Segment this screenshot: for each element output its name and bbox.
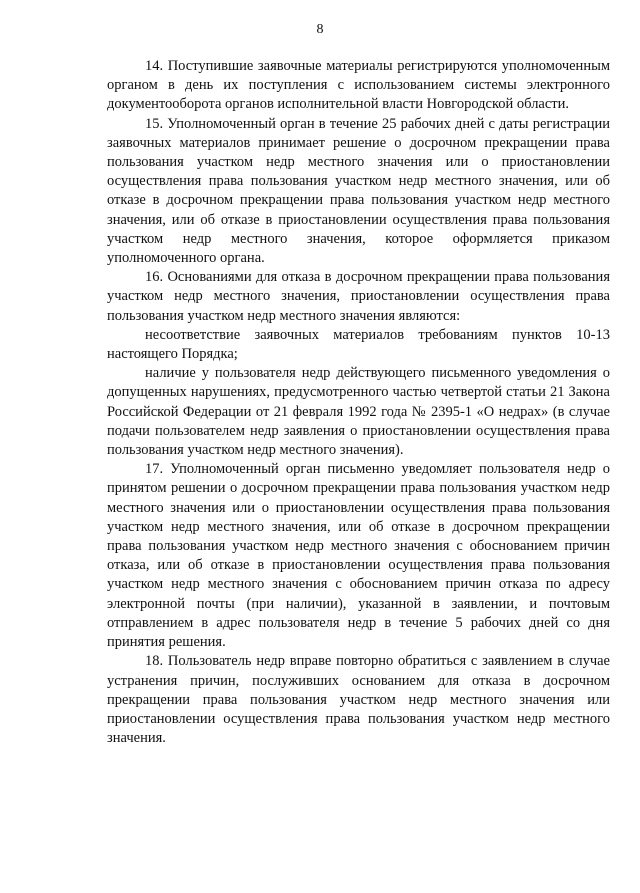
paragraph-16: 16. Основаниями для отказа в досрочном прекращении права пользования участком недр местного значения, приостановлении осуществления права пользования участком недр местного значения являются: bbox=[107, 269, 610, 324]
document-body bbox=[107, 57, 610, 748]
paragraph-16-item-1: несоответствие заявочных материалов требованиям пунктов 10-13 настоящего Порядка; bbox=[107, 326, 610, 363]
paragraph-18: 18. Пользователь недр вправе повторно обратиться с заявлением в случае устранения причин, послуживших основанием для отказа в досрочном прекращении права пользования участком недр местного значения или приостановлении осуществления права пользования участком недр местного значения. bbox=[107, 653, 610, 747]
paragraph-16-item-2: наличие у пользователя недр действующего письменного уведомления о допущенных нарушениях, предусмотренного частью четвертой статьи 21 Закона Российской Федерации от 21 февраля 1992 года № 2395-1 «О недрах» (в случае подачи пользователем недр заявления о приостановлении осуществления права пользования участком недр местного значения). bbox=[107, 365, 610, 459]
page-number: 8 bbox=[316, 22, 324, 37]
paragraph-17: 17. Уполномоченный орган письменно уведомляет пользователя недр о принятом решении о досрочном прекращении права пользования участком недр местного значения или о приостановлении осуществления права пользования участком недр местного значения, или об отказе в досрочном прекращении права пользования участком недр местного значения с обоснованием причин отказа, или об отказе в приостановлении осуществления права пользования участком недр местного значения с обоснованием причин отказа по адресу электронной почты (при наличии), указанной в заявлении, и почтовым отправлением в адрес пользователя недр в течение 5 рабочих дней со дня принятия решения. bbox=[107, 461, 610, 651]
paragraph-15: 15. Уполномоченный орган в течение 25 рабочих дней с даты регистрации заявочных материалов принимает решение о досрочном прекращении права пользования участком недр местного значения или о приостановлении осуществления права пользования участком недр местного значения, или об отказе в досрочном прекращении права пользования участком недр местного значения, или об отказе в приостановлении осуществления права пользования участком недр местного значения, которое оформляется приказом уполномоченного органа. bbox=[107, 115, 610, 267]
paragraph-14: 14. Поступившие заявочные материалы регистрируются уполномоченным органом в день их поступления с использованием системы электронного документооборота органов исполнительной власти Новгородской области. bbox=[107, 58, 610, 113]
